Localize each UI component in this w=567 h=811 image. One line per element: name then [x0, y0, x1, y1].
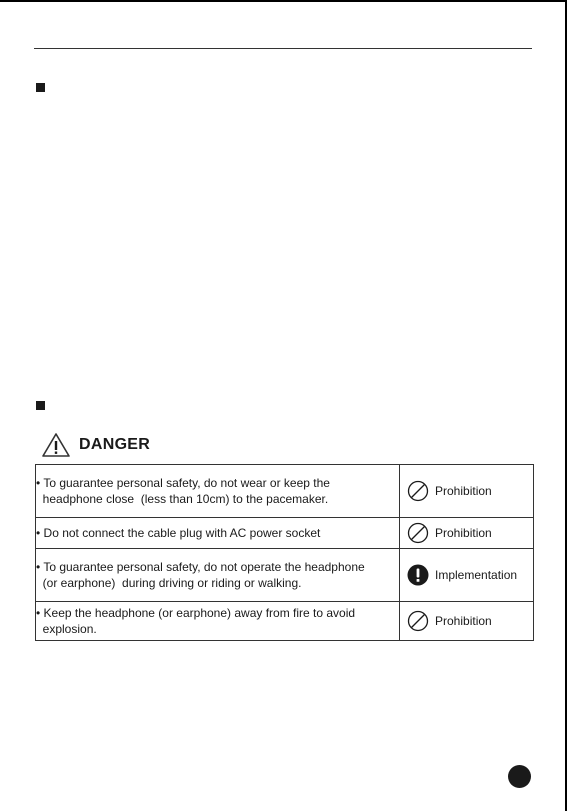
page-number-dot	[508, 765, 531, 788]
prohibition-icon	[407, 522, 429, 544]
warning-text-cell	[36, 518, 400, 549]
warning-line: • To guarantee personal safety, do not operate the headphone	[36, 560, 365, 574]
warning-text-cell	[36, 465, 400, 518]
warning-line: (or earphone) during driving or riding or walking.	[36, 576, 302, 590]
warning-line: headphone close (less than 10cm) to the pacemaker.	[36, 492, 329, 506]
section-bullet-1	[36, 83, 45, 92]
warning-line: • Keep the headphone (or earphone) away from fire to avoid	[36, 606, 356, 620]
warning-line: explosion.	[36, 622, 97, 636]
table-row	[36, 602, 534, 641]
prohibition-icon	[407, 610, 429, 632]
status-label: Prohibition	[435, 526, 492, 540]
header-rule	[34, 48, 532, 49]
danger-header	[41, 431, 150, 459]
status-label: Prohibition	[435, 484, 492, 498]
status-cell	[400, 602, 534, 641]
section-bullet-2	[36, 401, 45, 410]
warning-triangle-icon	[41, 432, 71, 458]
exclamation-icon	[407, 564, 429, 586]
danger-title: DANGER	[79, 436, 151, 453]
status-label: Prohibition	[435, 614, 492, 628]
warning-line: • Do not connect the cable plug with AC power socket	[36, 526, 321, 540]
prohibition-icon	[407, 480, 429, 502]
warning-text-cell	[36, 549, 400, 602]
status-cell	[400, 465, 534, 518]
table-row	[36, 465, 534, 518]
warning-line: • To guarantee personal safety, do not wear or keep the	[36, 476, 330, 490]
table-row	[36, 549, 534, 602]
status-cell	[400, 549, 534, 602]
status-cell	[400, 518, 534, 549]
warning-text-cell	[36, 602, 400, 641]
status-label: Implementation	[435, 568, 518, 582]
danger-table	[35, 464, 534, 641]
table-row	[36, 518, 534, 549]
